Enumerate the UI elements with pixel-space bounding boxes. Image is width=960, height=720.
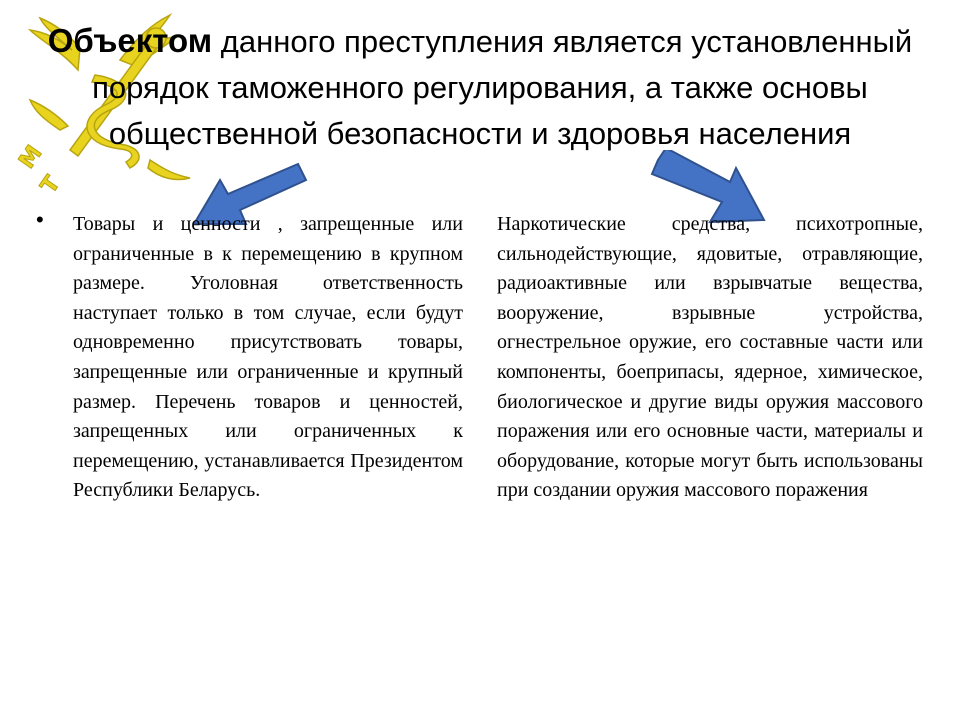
emblem-letter-m: М [14,141,48,174]
right-column-text: Наркотические средства, психотропные, сильнодействующие, ядовитые, отравляющие, радиоактивные или взрывчатые вещества, вооружение, взрывные устройства, огнестрельное оружие, его составные части или компоненты, боеприпасы, ядерное, химическое, биологическое и другие виды оружия массового поражения или его основные части, материалы и оборудование, которые могут быть использованы при создании оружия массового поражения [497,213,923,502]
emblem-letter-t: Т [36,171,66,199]
bullet: • [36,207,44,232]
left-column-text: Товары и ценности , запрещенные или ограниченные в к перемещению в крупном размере. Уголовная ответственность наступает только в том случае, если будут одновременно присутствовать товары, запрещенные или ограниченные и крупный размер. Перечень товаров и ценностей, запрещенных или ограниченных к перемещению, устанавливается Президентом Республики Беларусь. [73,213,463,502]
title-rest: данного преступления является установленный порядок таможенного регулирования, а также основы общественной безопасности и здоровья населения [92,24,913,151]
page-title [30,18,930,157]
title-bold: Объектом [47,22,213,59]
